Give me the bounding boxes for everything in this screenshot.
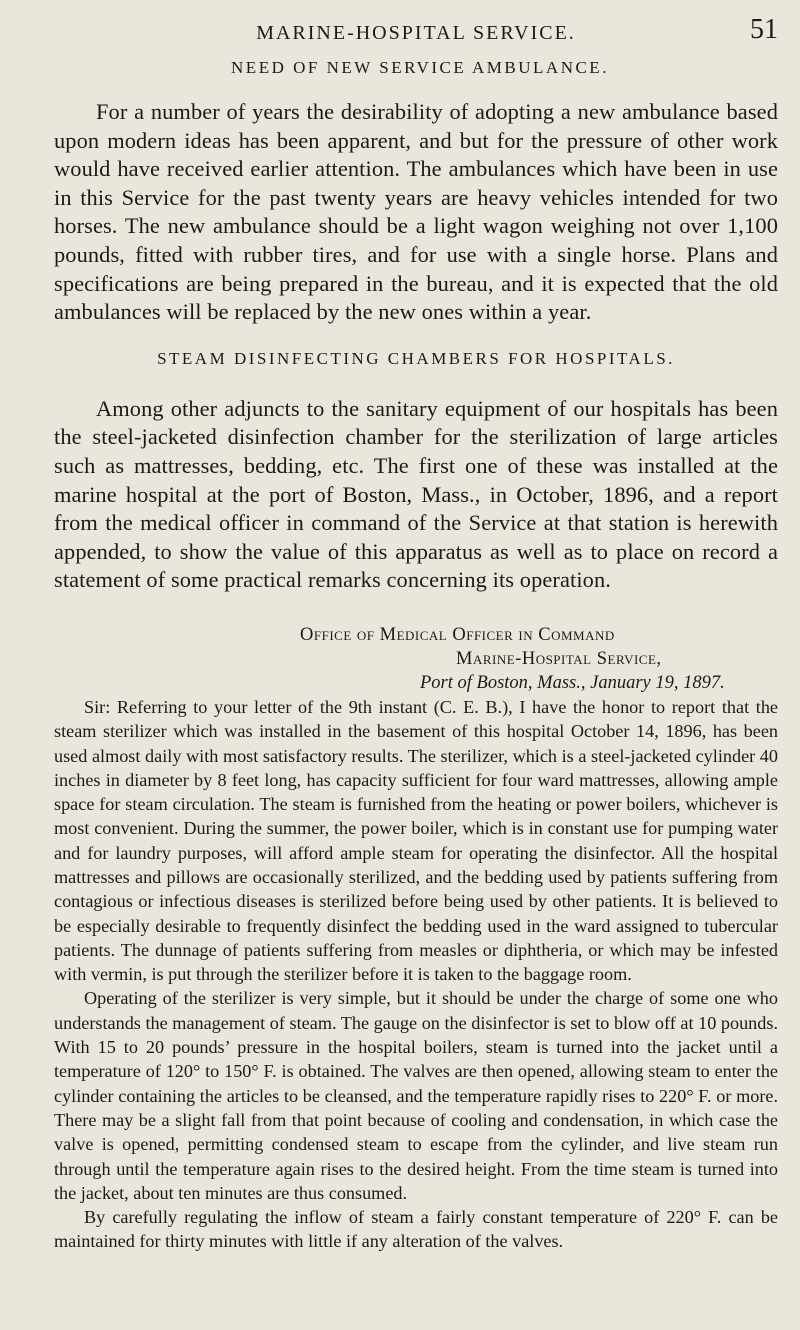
letter-paragraph: Sir: Referring to your letter of the 9th instant (C. E. B.), I have the honor to report that the steam sterilizer which was installed in the basement of this hospital October 14, 1896, has been used almost daily with most satisfactory results. The sterilizer, which is a steel-jacketed cylinder 40 inches in diameter by 8 feet long, has capacity sufficient for four ward mattresses, allowing ample space for steam circulation. The steam is furnished from the heating or power boilers, whichever is most convenient. During the summer, the power boiler, which is in constant use for pumping water and for laundry purposes, will afford ample steam for operating the disinfector. All the hospital mattresses and pillows are occasionally sterilized, and the bedding used by patients suffering from contagious or infectious diseases is sterilized before being used by other patients. It is believed to be especially desirable to frequently disinfect the bedding used in the ward assigned to tubercular patients. The dunnage of patients suffering from measles or diphtheria, or which may be infested with vermin, is put through the sterilizer before it is taken to the baggage room.	[54, 696, 778, 985]
letter-paragraph: By carefully regulating the inflow of steam a fairly constant temperature of 220° F. can be maintained for thirty minutes with little if any alteration of the valves.	[54, 1207, 778, 1252]
paragraph-ambulance: For a number of years the desirability of adopting a new ambulance based upon modern ideas has been apparent, and but for the pressure of other work would have received earlier attention. The ambulances which have been in use in this Service for the past twenty years are heavy vehicles intended for two horses. The new ambulance should be a light wagon weighing not over 1,100 pounds, fitted with rubber tires, and for use with a single horse. Plans and specifications are being prepared in the bureau, and it is expected that the old ambulances will be replaced by the new ones within a year.	[54, 99, 778, 325]
page-number: 51	[750, 14, 778, 45]
running-title: MARINE-HOSPITAL SERVICE.	[256, 22, 576, 44]
section-heading-disinfecting: STEAM DISINFECTING CHAMBERS FOR HOSPITALS.	[157, 348, 675, 368]
letter-heading	[54, 623, 778, 695]
letter-dateline: Port of Boston, Mass., January 19, 1897.	[420, 672, 725, 693]
letter-paragraph: Operating of the sterilizer is very simple, but it should be under the charge of some one who understands the management of steam. The gauge on the disinfector is set to blow off at 10 pounds. With 15 to 20 pounds’ pressure in the hospital boilers, steam is turned into the jacket until a temperature of 120° to 150° F. is obtained. The valves are then opened, allowing steam to enter the cylinder containing the articles to be cleansed, and the temperature rapidly rises to 220° F. or more. There may be a slight fall from that point because of cooling and condensation, in which case the valve is opened, permitting condensed steam to escape from the cylinder, and live steam run through until the temperature again rises to the desired height. From the time steam is turned into the jacket, about ten minutes are thus consumed.	[54, 988, 778, 1203]
letter-office: Office of Medical Officer in Command	[300, 624, 615, 645]
section-heading-ambulance: NEED OF NEW SERVICE AMBULANCE.	[231, 58, 609, 77]
running-head	[54, 14, 778, 48]
letter-service: Marine-Hospital Service,	[456, 648, 662, 669]
paragraph-disinfecting: Among other adjuncts to the sanitary equipment of our hospitals has been the steel-jacketed disinfection chamber for the sterilization of large articles such as mattresses, bedding, etc. The first one of these was installed at the marine hospital at the port of Boston, Mass., in October, 1896, and a report from the medical officer in command of the Service at that station is herewith appended, to show the value of this apparatus as well as to place on record a statement of some practical remarks concerning its operation.	[54, 395, 778, 593]
